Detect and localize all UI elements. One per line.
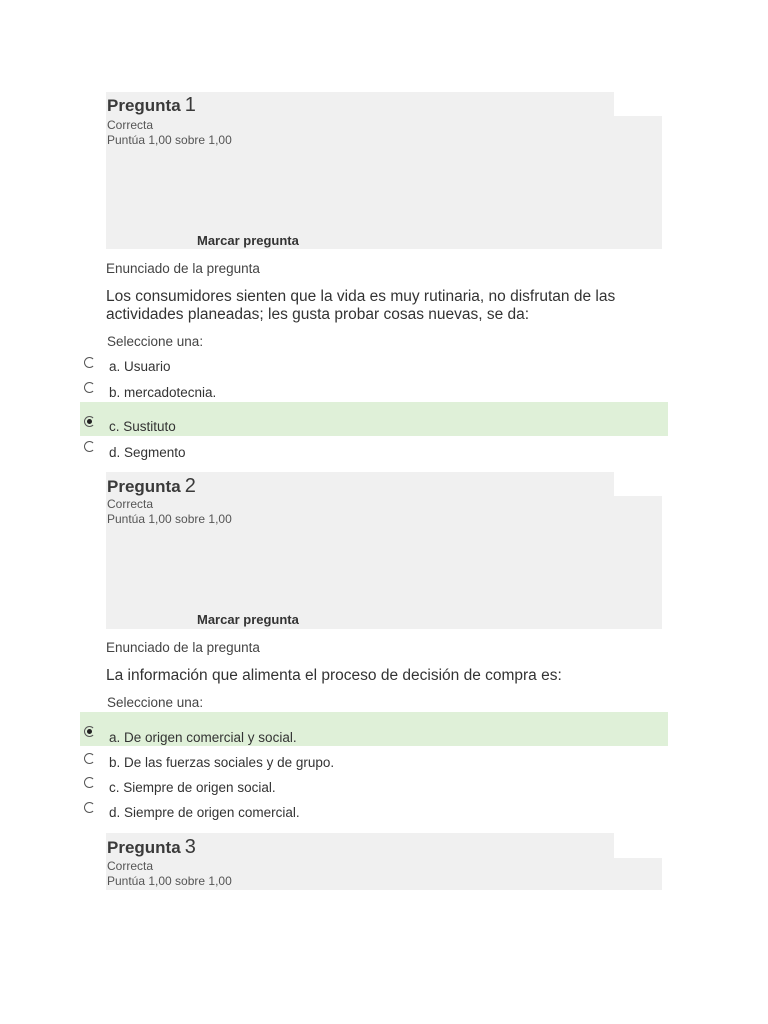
question-grade: Puntúa 1,00 sobre 1,00 bbox=[107, 512, 232, 526]
question-title bbox=[107, 475, 196, 498]
radio-button[interactable] bbox=[84, 441, 95, 452]
question-text bbox=[106, 288, 666, 324]
answer-label: b. De las fuerzas sociales y de grupo. bbox=[109, 755, 335, 770]
radio-button-selected[interactable] bbox=[84, 726, 95, 737]
answer-label: c. Siempre de origen social. bbox=[109, 780, 276, 795]
radio-button[interactable] bbox=[84, 382, 95, 393]
question-state: Correcta bbox=[107, 118, 154, 132]
select-one-label: Seleccione una: bbox=[107, 695, 204, 710]
question-number: 2 bbox=[184, 475, 196, 497]
radio-button[interactable] bbox=[84, 802, 95, 813]
radio-button-selected[interactable] bbox=[84, 416, 95, 427]
question-title bbox=[107, 94, 196, 117]
radio-button[interactable] bbox=[84, 357, 95, 368]
question-number: 3 bbox=[184, 836, 196, 858]
answer-label: c. Sustituto bbox=[109, 419, 176, 434]
answer-option[interactable] bbox=[80, 774, 668, 800]
answer-option[interactable] bbox=[80, 353, 668, 379]
question-state: Correcta bbox=[107, 859, 154, 873]
answer-label: a. De origen comercial y social. bbox=[109, 730, 297, 745]
answer-option-correct[interactable] bbox=[80, 712, 668, 746]
select-one-label: Seleccione una: bbox=[107, 334, 204, 349]
radio-button[interactable] bbox=[84, 753, 95, 764]
question-title-label: Pregunta bbox=[107, 96, 181, 115]
answer-option-correct[interactable] bbox=[80, 402, 668, 436]
question-text-line: La información que alimenta el proceso de decisión de compra es: bbox=[106, 667, 562, 684]
answer-option[interactable] bbox=[80, 799, 668, 825]
radio-button[interactable] bbox=[84, 777, 95, 788]
question-grade: Puntúa 1,00 sobre 1,00 bbox=[107, 874, 232, 888]
answer-option[interactable] bbox=[80, 439, 668, 465]
question-grade: Puntúa 1,00 sobre 1,00 bbox=[107, 133, 232, 147]
question-text-line: actividades planeadas; les gusta probar cosas nuevas, se da: bbox=[106, 306, 530, 323]
question-state: Correcta bbox=[107, 497, 154, 511]
answer-label: d. Segmento bbox=[109, 445, 186, 460]
answer-label: d. Siempre de origen comercial. bbox=[109, 805, 300, 820]
flag-question-link[interactable]: Marcar pregunta bbox=[197, 233, 299, 248]
answer-label: b. mercadotecnia. bbox=[109, 385, 217, 400]
question-text bbox=[106, 667, 666, 685]
question-text-line: Los consumidores sienten que la vida es muy rutinaria, no disfrutan de las bbox=[106, 288, 616, 305]
answer-label: a. Usuario bbox=[109, 359, 171, 374]
answer-option[interactable] bbox=[80, 750, 668, 776]
question-prompt-header: Enunciado de la pregunta bbox=[106, 640, 260, 655]
question-title bbox=[107, 836, 196, 859]
flag-question-link[interactable]: Marcar pregunta bbox=[197, 612, 299, 627]
question-title-label: Pregunta bbox=[107, 838, 181, 857]
question-number: 1 bbox=[184, 94, 196, 116]
question-title-label: Pregunta bbox=[107, 477, 181, 496]
question-prompt-header: Enunciado de la pregunta bbox=[106, 261, 260, 276]
